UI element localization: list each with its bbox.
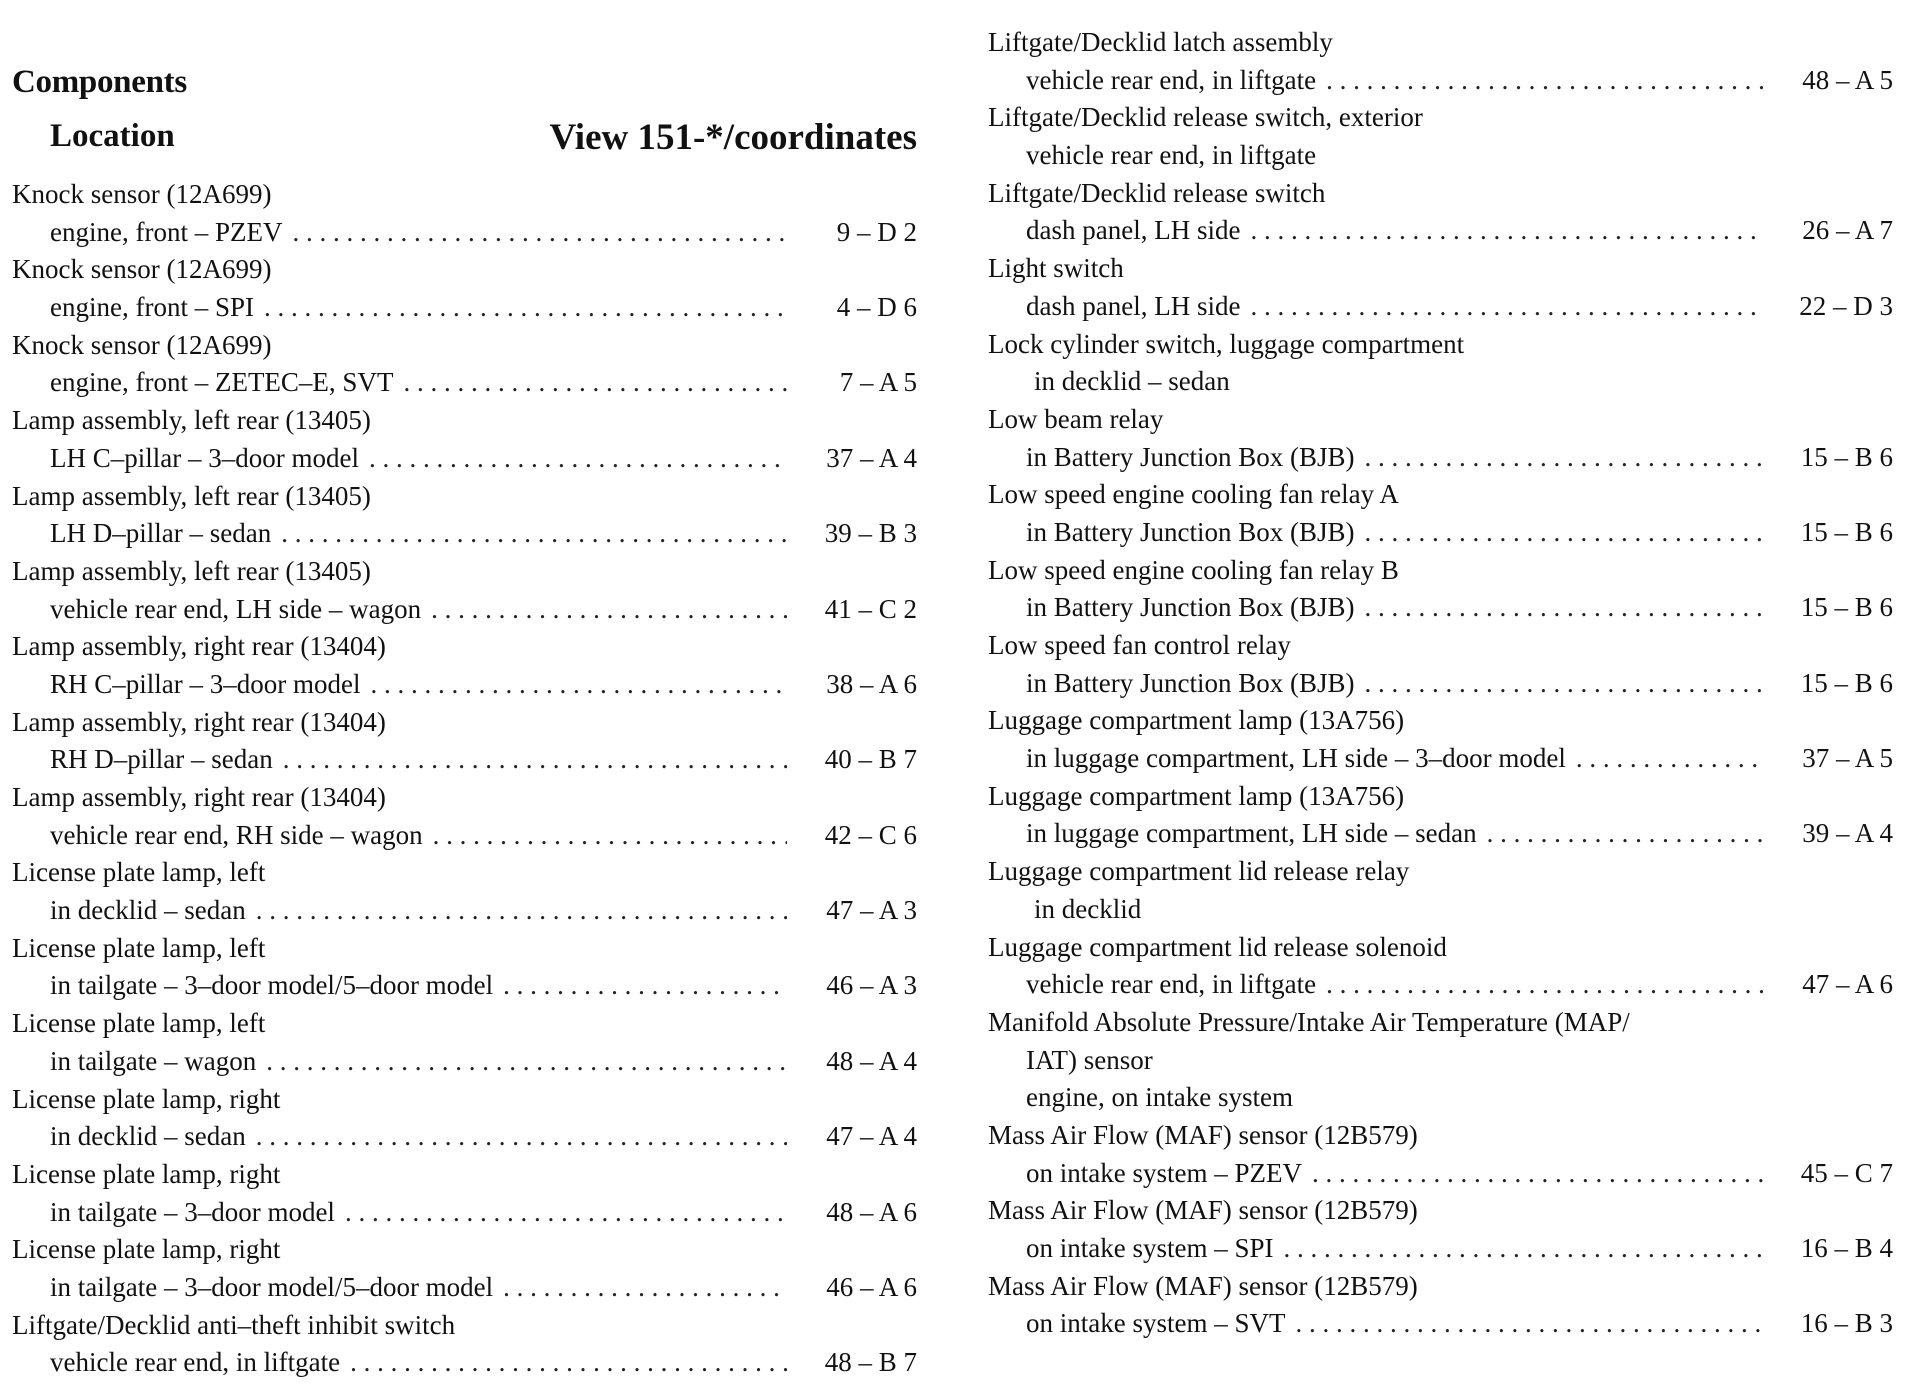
dot-leader bbox=[1326, 966, 1763, 1004]
component-entry bbox=[12, 402, 917, 477]
view-coordinate: 38 – A 6 bbox=[826, 668, 917, 699]
location-detail-line bbox=[12, 666, 917, 704]
component-name-line bbox=[12, 1156, 917, 1194]
component-name-line bbox=[988, 250, 1893, 288]
dot-leader bbox=[283, 741, 787, 779]
location-detail: LH C–pillar – 3–door model bbox=[50, 442, 359, 473]
dot-leader bbox=[266, 1043, 787, 1081]
location-detail: in decklid – sedan bbox=[50, 1121, 246, 1152]
location-detail: in tailgate – wagon bbox=[50, 1045, 257, 1076]
location-detail: in decklid – sedan bbox=[1034, 366, 1230, 397]
component-entry bbox=[12, 251, 917, 326]
component-name-line bbox=[12, 930, 917, 968]
dot-leader bbox=[281, 515, 787, 553]
component-name-line bbox=[12, 553, 917, 591]
view-coordinate: 7 – A 5 bbox=[839, 367, 917, 398]
component-name: License plate lamp, right bbox=[12, 1234, 281, 1265]
location-detail-line bbox=[12, 214, 917, 252]
view-coordinate: 16 – B 3 bbox=[1800, 1308, 1893, 1339]
location-detail-line bbox=[12, 741, 917, 779]
location-detail-line bbox=[988, 62, 1893, 100]
location-detail-line bbox=[12, 1194, 917, 1232]
component-name-line bbox=[12, 854, 917, 892]
component-name-line bbox=[988, 1004, 1893, 1042]
component-name: Lamp assembly, left rear (13405) bbox=[12, 555, 371, 586]
location-detail-line bbox=[12, 1043, 917, 1081]
location-detail: in Battery Junction Box (BJB) bbox=[1026, 667, 1355, 698]
view-coordinate: 16 – B 4 bbox=[1800, 1233, 1893, 1263]
location-detail-line bbox=[988, 966, 1893, 1004]
view-coordinate: 15 – B 6 bbox=[1800, 592, 1893, 623]
view-coordinate: 48 – A 6 bbox=[826, 1196, 917, 1227]
view-coordinate: 45 – C 7 bbox=[1800, 1157, 1893, 1188]
location-detail-line bbox=[12, 440, 917, 478]
component-name-line bbox=[12, 176, 917, 214]
dot-leader bbox=[1250, 212, 1763, 250]
location-detail: in tailgate – 3–door model/5–door model bbox=[50, 970, 494, 1001]
component-entry bbox=[988, 702, 1893, 777]
location-detail: on intake system – PZEV bbox=[1026, 1157, 1302, 1188]
component-entry bbox=[12, 930, 917, 1005]
component-entry bbox=[12, 779, 917, 854]
component-name: Liftgate/Decklid anti–theft inhibit switch bbox=[12, 1309, 456, 1340]
location-detail-line bbox=[988, 439, 1893, 477]
component-name-line bbox=[988, 401, 1893, 439]
component-entry bbox=[12, 1156, 917, 1231]
view-coordinate: 15 – B 6 bbox=[1800, 441, 1893, 472]
location-detail-line bbox=[988, 514, 1893, 552]
location-detail: vehicle rear end, RH side – wagon bbox=[50, 819, 423, 850]
component-name: Low beam relay bbox=[988, 403, 1164, 434]
component-name-line bbox=[12, 402, 917, 440]
component-name-line bbox=[988, 1268, 1893, 1306]
component-name: Low speed fan control relay bbox=[988, 630, 1291, 660]
component-name: Knock sensor (12A699) bbox=[12, 179, 272, 209]
location-detail: engine, front – SPI bbox=[50, 292, 254, 323]
component-entry bbox=[988, 552, 1893, 627]
component-name-line bbox=[988, 929, 1893, 967]
view-coordinate: 37 – A 5 bbox=[1802, 743, 1893, 774]
component-name-line bbox=[988, 702, 1893, 740]
dot-leader bbox=[256, 1118, 787, 1156]
view-coordinate: 15 – B 6 bbox=[1800, 516, 1893, 547]
location-detail-line bbox=[988, 891, 1893, 929]
location-detail: in Battery Junction Box (BJB) bbox=[1026, 441, 1355, 472]
location-detail: vehicle rear end, in liftgate bbox=[1026, 140, 1317, 171]
location-detail: engine, front – PZEV bbox=[50, 216, 283, 247]
component-entry bbox=[988, 778, 1893, 853]
component-name: Luggage compartment lid release solenoid bbox=[988, 931, 1447, 962]
view-coordinate: 4 – D 6 bbox=[836, 292, 917, 323]
dot-leader bbox=[1250, 288, 1763, 326]
component-name: Mass Air Flow (MAF) sensor (12B579) bbox=[988, 1119, 1418, 1150]
location-detail-line bbox=[988, 1079, 1893, 1117]
component-name: Mass Air Flow (MAF) sensor (12B579) bbox=[988, 1270, 1418, 1301]
component-name: Luggage compartment lamp (13A756) bbox=[988, 780, 1405, 811]
dot-leader bbox=[1295, 1305, 1763, 1343]
location-detail-line bbox=[12, 1118, 917, 1156]
location-detail: in Battery Junction Box (BJB) bbox=[1026, 592, 1355, 623]
component-name: Liftgate/Decklid release switch, exterior bbox=[988, 102, 1423, 133]
component-entry bbox=[12, 478, 917, 553]
component-name-line bbox=[12, 1307, 917, 1345]
location-detail-line bbox=[12, 591, 917, 629]
component-name: Low speed engine cooling fan relay B bbox=[988, 554, 1399, 585]
location-detail-line bbox=[988, 815, 1893, 853]
component-entry bbox=[12, 1307, 917, 1382]
location-detail-line bbox=[988, 1305, 1893, 1343]
dot-leader bbox=[1364, 665, 1763, 703]
location-detail: LH D–pillar – sedan bbox=[50, 518, 272, 549]
left-entry-list bbox=[12, 176, 917, 1382]
dot-leader bbox=[1312, 1155, 1763, 1193]
dot-leader bbox=[431, 591, 787, 629]
view-coordinate: 39 – B 3 bbox=[824, 518, 917, 549]
dot-leader bbox=[1364, 514, 1763, 552]
component-name-line bbox=[988, 1192, 1893, 1230]
component-name-line bbox=[12, 704, 917, 742]
component-name: License plate lamp, right bbox=[12, 1158, 281, 1189]
view-coordinate: 40 – B 7 bbox=[824, 744, 917, 775]
dot-leader bbox=[1284, 1230, 1764, 1268]
component-name-continuation: IAT) sensor bbox=[1026, 1044, 1153, 1075]
component-name-line bbox=[988, 24, 1893, 62]
view-coordinate: 42 – C 6 bbox=[824, 819, 917, 850]
view-coordinate: 47 – A 4 bbox=[826, 1121, 917, 1152]
location-detail-line bbox=[12, 1269, 917, 1307]
location-detail: in tailgate – 3–door model bbox=[50, 1196, 335, 1227]
dot-leader bbox=[503, 967, 787, 1005]
component-entry bbox=[988, 175, 1893, 250]
component-name: Mass Air Flow (MAF) sensor (12B579) bbox=[988, 1195, 1418, 1226]
location-detail: RH D–pillar – sedan bbox=[50, 744, 273, 775]
component-name-line bbox=[12, 1005, 917, 1043]
component-name: Lamp assembly, right rear (13404) bbox=[12, 782, 386, 812]
component-entry bbox=[988, 476, 1893, 551]
location-detail-line bbox=[12, 967, 917, 1005]
section-title: Components bbox=[12, 64, 187, 100]
component-entry bbox=[988, 1268, 1893, 1343]
component-name: License plate lamp, left bbox=[12, 932, 266, 963]
component-entry bbox=[988, 1192, 1893, 1267]
component-entry bbox=[12, 1005, 917, 1080]
location-column-header: Location bbox=[50, 118, 175, 154]
component-name-line bbox=[12, 1231, 917, 1269]
component-entry bbox=[988, 853, 1893, 928]
view-coordinate: 9 – D 2 bbox=[836, 216, 917, 247]
dot-leader bbox=[350, 1344, 787, 1382]
location-detail: in tailgate – 3–door model/5–door model bbox=[50, 1271, 494, 1302]
dot-leader bbox=[256, 892, 787, 930]
location-detail-line bbox=[988, 589, 1893, 627]
component-entry bbox=[988, 1117, 1893, 1192]
component-name-line bbox=[988, 476, 1893, 514]
component-name: License plate lamp, left bbox=[12, 857, 266, 888]
component-name-line bbox=[12, 327, 917, 365]
location-detail: in luggage compartment, LH side – sedan bbox=[1026, 818, 1477, 849]
location-detail-line bbox=[12, 289, 917, 327]
component-entry bbox=[12, 176, 917, 251]
component-name-line bbox=[988, 175, 1893, 213]
location-detail: on intake system – SPI bbox=[1026, 1233, 1274, 1263]
location-detail-line bbox=[988, 740, 1893, 778]
component-name: Lock cylinder switch, luggage compartment bbox=[988, 328, 1465, 359]
location-detail: vehicle rear end, LH side – wagon bbox=[50, 593, 422, 624]
location-detail: engine, front – ZETEC–E, SVT bbox=[50, 367, 394, 398]
view-coordinate: 47 – A 6 bbox=[1802, 969, 1893, 1000]
view-coordinate: 46 – A 3 bbox=[826, 970, 917, 1001]
component-name: Light switch bbox=[988, 253, 1124, 284]
dot-leader bbox=[369, 440, 787, 478]
location-detail: in luggage compartment, LH side – 3–door model bbox=[1026, 743, 1566, 774]
view-coordinate: 48 – A 4 bbox=[826, 1045, 917, 1076]
dot-leader bbox=[345, 1194, 787, 1232]
view-coordinate: 39 – A 4 bbox=[1802, 818, 1893, 849]
component-name: Lamp assembly, left rear (13405) bbox=[12, 405, 371, 436]
component-name: Low speed engine cooling fan relay A bbox=[988, 479, 1399, 510]
component-name: Liftgate/Decklid release switch bbox=[988, 177, 1326, 208]
view-coordinate: 37 – A 4 bbox=[826, 442, 917, 473]
location-detail-line bbox=[988, 212, 1893, 250]
location-detail: in decklid – sedan bbox=[50, 895, 246, 926]
component-name: Lamp assembly, right rear (13404) bbox=[12, 631, 386, 662]
component-entry bbox=[12, 327, 917, 402]
dot-leader bbox=[433, 817, 787, 855]
component-entry bbox=[988, 401, 1893, 476]
component-name-line bbox=[12, 628, 917, 666]
view-coordinate: 48 – B 7 bbox=[824, 1347, 917, 1378]
component-entry bbox=[12, 1231, 917, 1306]
component-name: License plate lamp, left bbox=[12, 1008, 266, 1039]
component-name: Lamp assembly, right rear (13404) bbox=[12, 706, 386, 737]
dot-leader bbox=[503, 1269, 787, 1307]
component-name-line bbox=[988, 627, 1893, 665]
location-detail: vehicle rear end, in liftgate bbox=[50, 1347, 341, 1378]
component-name: License plate lamp, right bbox=[12, 1083, 281, 1114]
component-entry bbox=[988, 1004, 1893, 1117]
component-entry bbox=[988, 627, 1893, 702]
component-name: Luggage compartment lamp (13A756) bbox=[988, 705, 1405, 736]
location-detail-line bbox=[988, 1155, 1893, 1193]
location-detail-line bbox=[988, 363, 1893, 401]
component-name: Lamp assembly, left rear (13405) bbox=[12, 480, 371, 511]
component-entry bbox=[12, 704, 917, 779]
component-name-line bbox=[12, 1081, 917, 1119]
component-entry bbox=[12, 1081, 917, 1156]
component-name-line bbox=[988, 778, 1893, 816]
view-coordinate: 48 – A 5 bbox=[1802, 64, 1893, 95]
component-entry bbox=[12, 854, 917, 929]
component-name-line bbox=[988, 99, 1893, 137]
right-entry-list bbox=[988, 24, 1893, 1343]
dot-leader bbox=[403, 364, 787, 402]
component-name: Knock sensor (12A699) bbox=[12, 329, 272, 360]
component-name-line bbox=[988, 326, 1893, 364]
location-detail-line bbox=[988, 288, 1893, 326]
dot-leader bbox=[1364, 589, 1763, 627]
view-coordinate: 26 – A 7 bbox=[1802, 215, 1893, 246]
component-name-line bbox=[12, 251, 917, 289]
component-name-line bbox=[12, 779, 917, 817]
component-name-line bbox=[988, 1117, 1893, 1155]
component-name-continuation-line bbox=[988, 1042, 1893, 1080]
location-detail-line bbox=[12, 515, 917, 553]
location-detail-line bbox=[988, 665, 1893, 703]
location-detail: vehicle rear end, in liftgate bbox=[1026, 64, 1317, 95]
component-name: Knock sensor (12A699) bbox=[12, 254, 272, 285]
location-detail: vehicle rear end, in liftgate bbox=[1026, 969, 1317, 1000]
component-name-line bbox=[988, 552, 1893, 590]
component-entry bbox=[988, 99, 1893, 174]
location-detail-line bbox=[12, 817, 917, 855]
component-entry bbox=[988, 24, 1893, 99]
component-entry bbox=[12, 553, 917, 628]
view-coordinate: 46 – A 6 bbox=[826, 1271, 917, 1302]
dot-leader bbox=[1326, 62, 1763, 100]
location-detail: in Battery Junction Box (BJB) bbox=[1026, 516, 1355, 547]
component-entry bbox=[988, 929, 1893, 1004]
view-coordinate: 47 – A 3 bbox=[826, 895, 917, 926]
component-name: Liftgate/Decklid latch assembly bbox=[988, 27, 1333, 57]
component-name-line bbox=[988, 853, 1893, 891]
location-detail-line bbox=[12, 1344, 917, 1382]
view-coordinate: 22 – D 3 bbox=[1799, 290, 1893, 321]
location-detail-line bbox=[12, 892, 917, 930]
component-entry bbox=[12, 628, 917, 703]
component-name-line bbox=[12, 478, 917, 516]
location-detail: RH C–pillar – 3–door model bbox=[50, 668, 361, 699]
component-name: Luggage compartment lid release relay bbox=[988, 856, 1410, 887]
dot-leader bbox=[1487, 815, 1763, 853]
component-name: Manifold Absolute Pressure/Intake Air Temperature (MAP/ bbox=[988, 1006, 1630, 1037]
location-detail: on intake system – SVT bbox=[1026, 1308, 1286, 1339]
dot-leader bbox=[264, 289, 787, 327]
location-detail: in decklid bbox=[1034, 893, 1142, 924]
component-entry bbox=[988, 250, 1893, 325]
dot-leader bbox=[292, 214, 787, 252]
dot-leader bbox=[1364, 439, 1763, 477]
view-column-header: View 151-*/coordinates bbox=[549, 117, 917, 158]
view-coordinate: 15 – B 6 bbox=[1800, 667, 1893, 698]
view-coordinate: 41 – C 2 bbox=[824, 593, 917, 624]
location-detail-line bbox=[12, 364, 917, 402]
location-detail-line bbox=[988, 1230, 1893, 1268]
location-detail: dash panel, LH side bbox=[1026, 290, 1241, 321]
location-detail: engine, on intake system bbox=[1026, 1082, 1293, 1113]
location-detail-line bbox=[988, 137, 1893, 175]
location-detail: dash panel, LH side bbox=[1026, 215, 1241, 246]
dot-leader bbox=[370, 666, 787, 704]
dot-leader bbox=[1576, 740, 1763, 778]
component-entry bbox=[988, 326, 1893, 401]
